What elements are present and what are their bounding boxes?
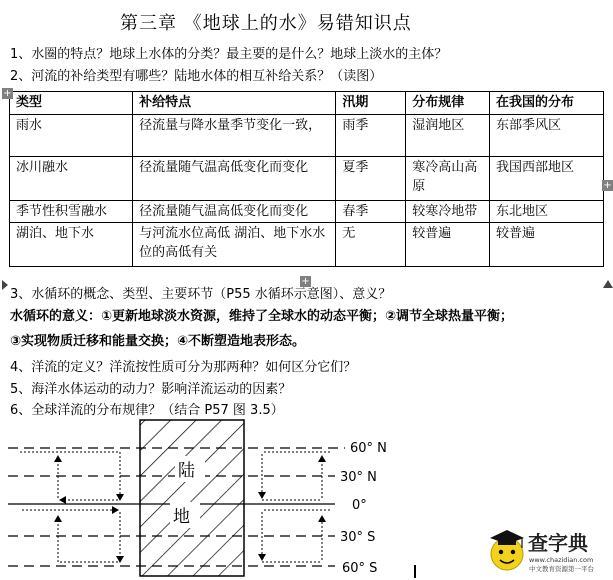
logo-slogan: 中文教育资源第一平台 — [529, 565, 594, 573]
table-header-cell: 在我国的分布 — [489, 92, 603, 115]
table-cell: 径流量随气温高低变化而变化 — [133, 201, 336, 223]
question-2: 2、河流的补给类型有哪些？陆地水体的相互补给关系？（读图） — [10, 69, 383, 84]
collapse-arrow-icon[interactable] — [2, 280, 8, 290]
question-5: 5、海洋水体运动的动力？影响洋流运动的因素？ — [10, 382, 292, 397]
table-cell: 东北地区 — [489, 201, 603, 223]
land-label-top: 陆 — [178, 461, 195, 481]
latitude-label-30s: 30° S — [340, 530, 376, 545]
latitude-label-60s: 60° S — [342, 561, 378, 576]
table-cell: 径流量随气温高低变化而变化 — [133, 157, 336, 201]
land-block — [140, 420, 244, 576]
table-header-row — [10, 92, 604, 115]
table-cell: 我国西部地区 — [489, 157, 603, 201]
table-header-cell: 补给特点 — [133, 92, 336, 115]
table-row — [10, 115, 604, 157]
table-cell: 春季 — [336, 201, 406, 223]
table-cell: 较寒冷地带 — [406, 201, 490, 223]
graduation-cap-mascot-icon — [488, 520, 608, 576]
logo-url: www.chazidian.com — [529, 556, 594, 564]
question-3-answer-line-2: ③实现物质迁移和能量交换；④不断塑造地表形态。 — [10, 334, 306, 349]
expand-arrow-icon[interactable] — [603, 280, 613, 288]
table-cell: 无 — [336, 223, 406, 267]
table-cell: 较普遍 — [489, 223, 603, 267]
table-cell: 湖泊、地下水 — [10, 223, 133, 267]
table-cell: 季节性积雪融水 — [10, 201, 133, 223]
latitude-label-60n: 60° N — [350, 441, 387, 456]
add-column-handle[interactable]: + — [603, 180, 612, 191]
table-header-cell: 类型 — [10, 92, 133, 115]
table-cell: 寒冷高山高原 — [406, 157, 490, 201]
table-cell: 东部季风区 — [489, 115, 603, 157]
table-cell: 雨季 — [336, 115, 406, 157]
table-cell: 较普遍 — [406, 223, 490, 267]
question-3-answer-line-1: 水循环的意义：①更新地球淡水资源，维持了全球水的动态平衡；②调节全球热量平衡； — [10, 309, 514, 324]
table-cell: 夏季 — [336, 157, 406, 201]
question-4: 4、洋流的定义？洋流按性质可分为那两种？如何区分它们？ — [10, 360, 357, 375]
land-label-bottom: 地 — [173, 507, 190, 527]
left-ocean-currents — [20, 452, 120, 562]
table-row — [10, 157, 604, 201]
add-row-handle[interactable]: + — [301, 276, 310, 287]
table-cell: 雨水 — [10, 115, 133, 157]
question-6: 6、全球洋流的分布规律？（结合 P57 图 3.5） — [10, 403, 284, 418]
table-cell: 径流量与降水量季节变化一致， — [133, 115, 336, 157]
table-row — [10, 201, 604, 223]
right-ocean-currents — [262, 452, 332, 562]
river-supply-table — [9, 91, 604, 267]
chazidian-logo — [488, 520, 608, 576]
table-row — [10, 223, 604, 267]
latitude-label-30n: 30° N — [340, 470, 377, 485]
text-cursor — [414, 565, 416, 578]
table-cell: 湿润地区 — [406, 115, 490, 157]
latitude-label-0: 0° — [352, 498, 367, 513]
table-move-handle[interactable]: + — [3, 88, 12, 99]
table-cell: 冰川融水 — [10, 157, 133, 201]
table-cell: 与河流水位高低 湖泊、地下水水位的高低有关 — [133, 223, 336, 267]
logo-name: 查字典 — [528, 531, 588, 555]
table-header-cell: 分布规律 — [406, 92, 490, 115]
table-header-cell: 汛期 — [336, 92, 406, 115]
page-title: 第三章 《地球上的水》易错知识点 — [120, 13, 412, 34]
question-1: 1、水圈的特点？地球上水体的分类？最主要的是什么？地球上淡水的主体？ — [10, 47, 448, 62]
question-3: 3、水循环的概念、类型、主要环节（P55 水循环示意图）、意义？ — [10, 287, 392, 302]
